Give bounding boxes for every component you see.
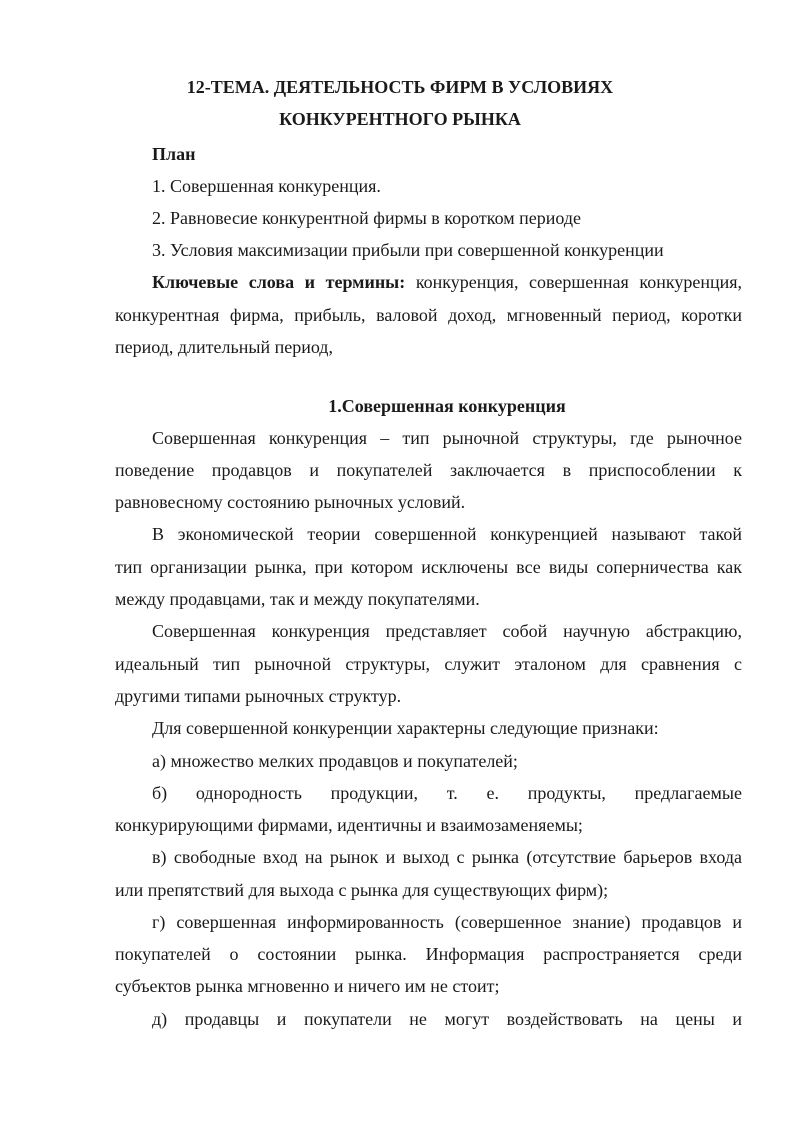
document-title-line-2: КОНКУРЕНТНОГО РЫНКА: [279, 109, 521, 129]
list-item-g-line-3: субъектов рынка мгновенно и ничего им не стоит;: [115, 976, 500, 996]
document-title-line-1: 12-ТЕМА. ДЕЯТЕЛЬНОСТЬ ФИРМ В УСЛОВИЯХ: [186, 77, 614, 97]
paragraph-4: Для совершенной конкуренции характерны следующие признаки:: [152, 718, 659, 738]
paragraph-2-line-2: тип организации рынка, при котором исключены все виды соперничества как: [115, 557, 742, 577]
paragraph-3-line-1: Совершенная конкуренция представляет собой научную абстракцию,: [152, 621, 742, 641]
list-item-b-line-2: конкурирующими фирмами, идентичны и взаимозаменяемы;: [115, 815, 583, 835]
keywords-label: Ключевые слова и термины:: [152, 272, 406, 292]
paragraph-1-line-3: равновесному состоянию рыночных условий.: [115, 492, 466, 512]
plan-heading: План: [152, 144, 196, 164]
paragraph-2-line-1: В экономической теории совершенной конкуренцией называют такой: [152, 524, 742, 544]
list-item-b-line-1: б) однородность продукции, т. е. продукты, предлагаемые: [152, 783, 742, 803]
keywords-line-2: конкурентная фирма, прибыль, валовой доход, мгновенный период, коротки: [115, 305, 742, 325]
section-heading: 1.Совершенная конкуренция: [328, 396, 566, 416]
list-item-d-line-1: д) продавцы и покупатели не могут воздействовать на цены и: [152, 1009, 742, 1029]
list-item-g-line-1: г) совершенная информированность (совершенное знание) продавцов и: [152, 912, 742, 932]
keywords-line-1: [152, 271, 742, 293]
list-item-v-line-2: или препятствий для выхода с рынка для существующих фирм);: [115, 880, 609, 900]
plan-item-2: 2. Равновесие конкурентной фирмы в коротком периоде: [152, 208, 582, 228]
paragraph-2-line-3: между продавцами, так и между покупателями.: [115, 589, 480, 609]
list-item-a: а) множество мелких продавцов и покупателей;: [152, 751, 518, 771]
plan-item-3: 3. Условия максимизации прибыли при совершенной конкуренции: [152, 240, 664, 260]
list-item-g-line-2: покупателей о состоянии рынка. Информация распространяется среди: [115, 944, 742, 964]
list-item-v-line-1: в) свободные вход на рынок и выход с рынка (отсутствие барьеров входа: [152, 847, 742, 867]
plan-item-1: 1. Совершенная конкуренция.: [152, 176, 381, 196]
keywords-text-1: конкуренция, совершенная конкуренция,: [405, 272, 742, 292]
paragraph-3-line-3: другими типами рыночных структур.: [115, 686, 402, 706]
paragraph-1-line-1: Совершенная конкуренция – тип рыночной структуры, где рыночное: [152, 428, 742, 448]
keywords-line-3: период, длительный период,: [115, 337, 333, 357]
paragraph-3-line-2: идеальный тип рыночной структуры, служит эталоном для сравнения с: [115, 654, 742, 674]
paragraph-1-line-2: поведение продавцов и покупателей заключается в приспособлении к: [115, 460, 742, 480]
